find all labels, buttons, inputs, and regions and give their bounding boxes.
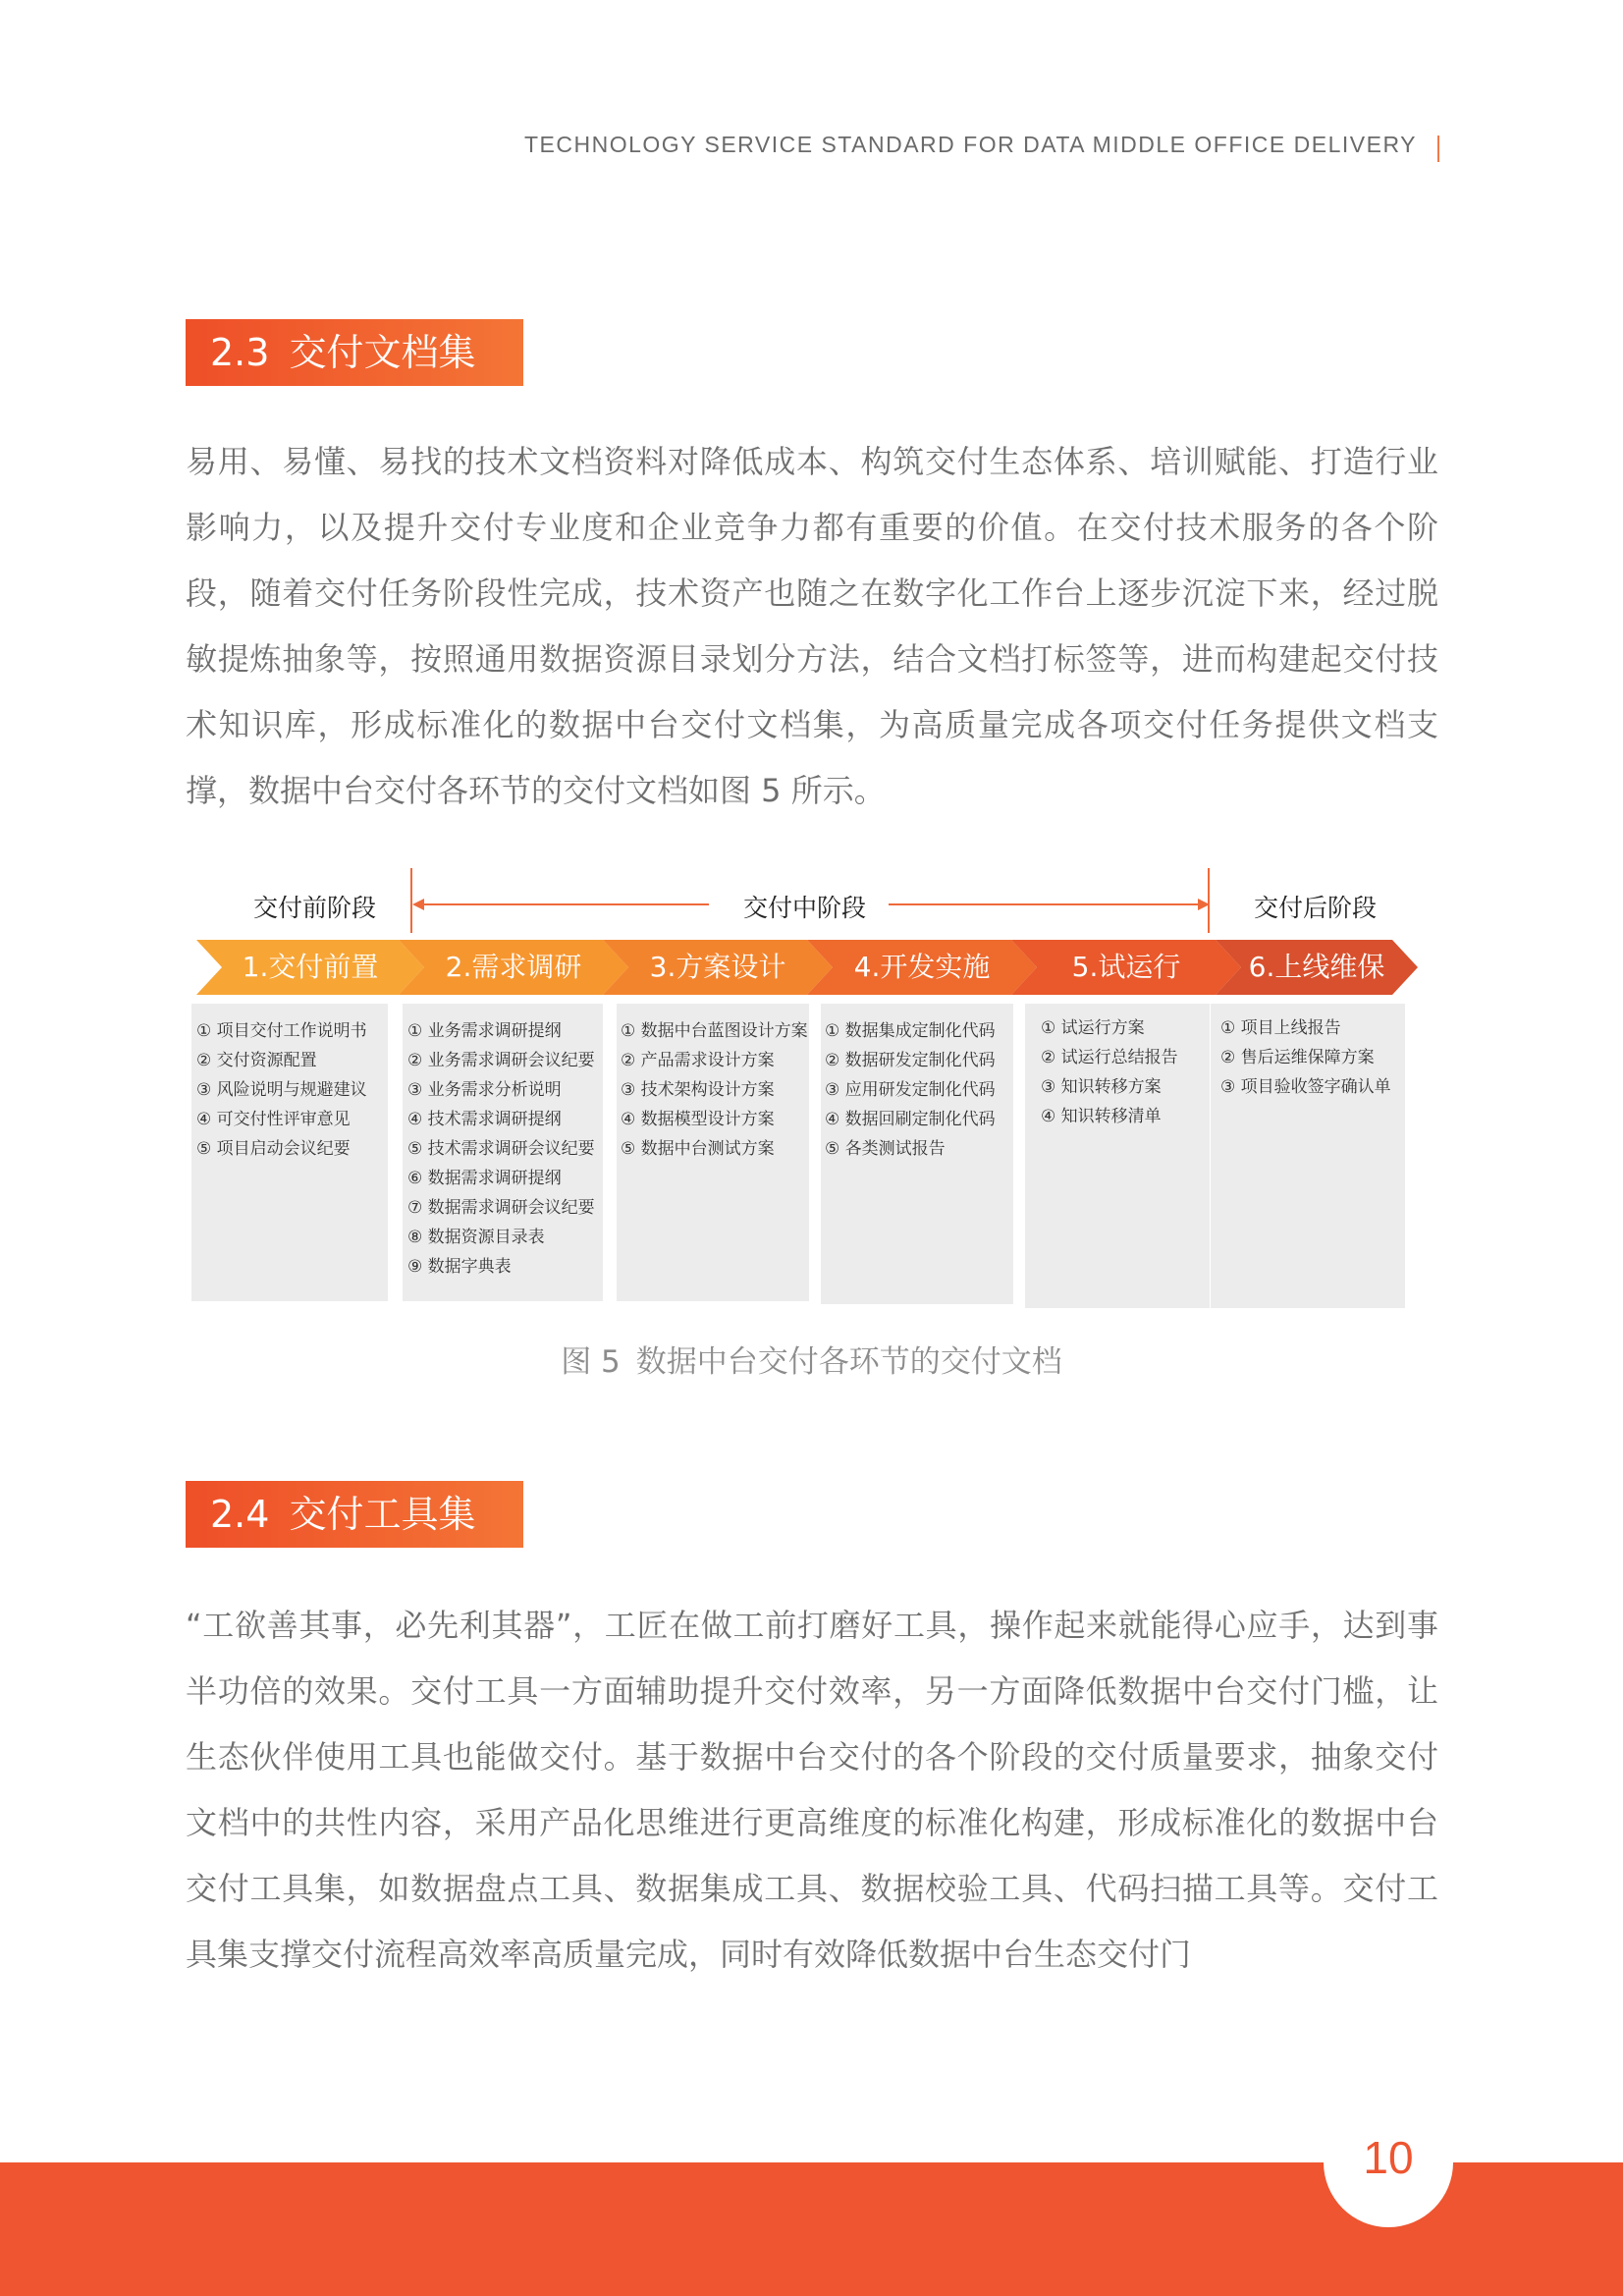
page-number: 10 — [1363, 2132, 1414, 2183]
list-item: ① 项目上线报告 — [1220, 1018, 1341, 1038]
section-2-4-paragraph: “工欲善其事，必先利其器”，工匠在做工前打磨好工具，操作起来就能得心应手，达到事半功倍的效果。交付工具一方面辅助提升交付效率，另一方面降低数据中台交付门槛，让生态伙伴使用工具也能做交付。基于数据中台交付的各个阶段的交付质量要求，抽象交付文档中的共性内容，采用产品化思维进行更高维度的标准化构建，形成标准化的数据中台交付工具集，如数据盘点工具、数据集成工具、数据校验工具、代码扫描工具等。交付工具集支撑交付流程高效率高质量完成，同时有效降低数据中台生态交付门 — [186, 1607, 1438, 1973]
list-item: ⑧ 数据资源目录表 — [407, 1228, 545, 1247]
step-label-2: 2.需求调研 — [445, 951, 582, 983]
stage-label-mid: 交付中阶段 — [743, 894, 867, 922]
list-item: ③ 应用研发定制化代码 — [825, 1080, 996, 1100]
doc-box-step-5 — [1025, 1004, 1210, 1308]
list-item: ⑤ 项目启动会议纪要 — [196, 1139, 351, 1159]
list-item: ② 试运行总结报告 — [1041, 1048, 1178, 1067]
caption-text: 数据中台交付各环节的交付文档 — [635, 1344, 1062, 1380]
section-title: 交付文档集 — [289, 331, 476, 374]
process-chevrons — [0, 0, 1623, 1080]
list-item: ① 数据中台蓝图设计方案 — [621, 1021, 808, 1041]
step-label-1: 1.交付前置 — [242, 951, 379, 983]
section-number: 2.4 — [210, 1493, 270, 1536]
list-item: ② 业务需求调研会议纪要 — [407, 1051, 595, 1070]
running-header: TECHNOLOGY SERVICE STANDARD FOR DATA MIDDLE OFFICE DELIVERY — [524, 132, 1417, 157]
stage-label-pre: 交付前阶段 — [253, 894, 377, 922]
list-item: ④ 数据回刷定制化代码 — [825, 1110, 996, 1129]
doc-box-step-3 — [617, 1004, 809, 1301]
section-title: 交付工具集 — [289, 1493, 476, 1536]
section-number: 2.3 — [210, 331, 270, 374]
list-item: ⑤ 各类测试报告 — [825, 1139, 946, 1159]
caption-prefix: 图 5 — [561, 1344, 621, 1380]
step-label-3: 3.方案设计 — [649, 951, 786, 983]
list-item: ① 业务需求调研提纲 — [407, 1021, 562, 1041]
list-item: ② 数据研发定制化代码 — [825, 1051, 996, 1070]
list-item: ③ 技术架构设计方案 — [621, 1080, 775, 1100]
list-item: ② 交付资源配置 — [196, 1051, 317, 1070]
list-item: ① 数据集成定制化代码 — [825, 1021, 996, 1041]
list-item: ⑨ 数据字典表 — [407, 1257, 512, 1277]
list-item: ③ 风险说明与规避建议 — [196, 1080, 367, 1100]
list-item: ④ 技术需求调研提纲 — [407, 1110, 562, 1129]
list-item: ① 项目交付工作说明书 — [196, 1021, 367, 1041]
list-item: ② 售后运维保障方案 — [1220, 1048, 1375, 1067]
stage-label-post: 交付后阶段 — [1254, 894, 1378, 922]
list-item: ④ 知识转移清单 — [1041, 1107, 1162, 1126]
doc-box-step-1 — [191, 1004, 388, 1301]
doc-box-step-6 — [1211, 1004, 1405, 1308]
section-2-3-paragraph: 易用、易懂、易找的技术文档资料对降低成本、构筑交付生态体系、培训赋能、打造行业影响力，以及提升交付专业度和企业竞争力都有重要的价值。在交付技术服务的各个阶段，随着交付任务阶段性完成，技术资产也随之在数字化工作台上逐步沉淀下来，经过脱敏提炼抽象等，按照通用数据资源目录划分方法，结合文档打标签等，进而构建起交付技术知识库，形成标准化的数据中台交付文档集，为高质量完成各项交付任务提供文档支撑，数据中台交付各环节的交付文档如图 5 所示。 — [186, 443, 1438, 809]
list-item: ③ 知识转移方案 — [1041, 1077, 1162, 1097]
section-heading-2-4 — [186, 1481, 523, 1548]
list-item: ⑤ 数据中台测试方案 — [621, 1139, 775, 1159]
step-label-5: 5.试运行 — [1071, 951, 1181, 983]
list-item: ⑤ 技术需求调研会议纪要 — [407, 1139, 595, 1159]
list-item: ④ 数据模型设计方案 — [621, 1110, 775, 1129]
doc-box-step-4 — [821, 1004, 1013, 1304]
step-label-6: 6.上线维保 — [1248, 951, 1385, 983]
list-item: ④ 可交付性评审意见 — [196, 1110, 351, 1129]
step-label-4: 4.开发实施 — [853, 951, 991, 983]
list-item: ② 产品需求设计方案 — [621, 1051, 775, 1070]
list-item: ⑦ 数据需求调研会议纪要 — [407, 1198, 595, 1218]
list-item: ① 试运行方案 — [1041, 1018, 1145, 1038]
figure-5-caption — [0, 1337, 1623, 1381]
list-item: ⑥ 数据需求调研提纲 — [407, 1169, 562, 1188]
list-item: ③ 业务需求分析说明 — [407, 1080, 562, 1100]
list-item: ③ 项目验收签字确认单 — [1220, 1077, 1391, 1097]
doc-box-step-2 — [403, 1004, 603, 1301]
